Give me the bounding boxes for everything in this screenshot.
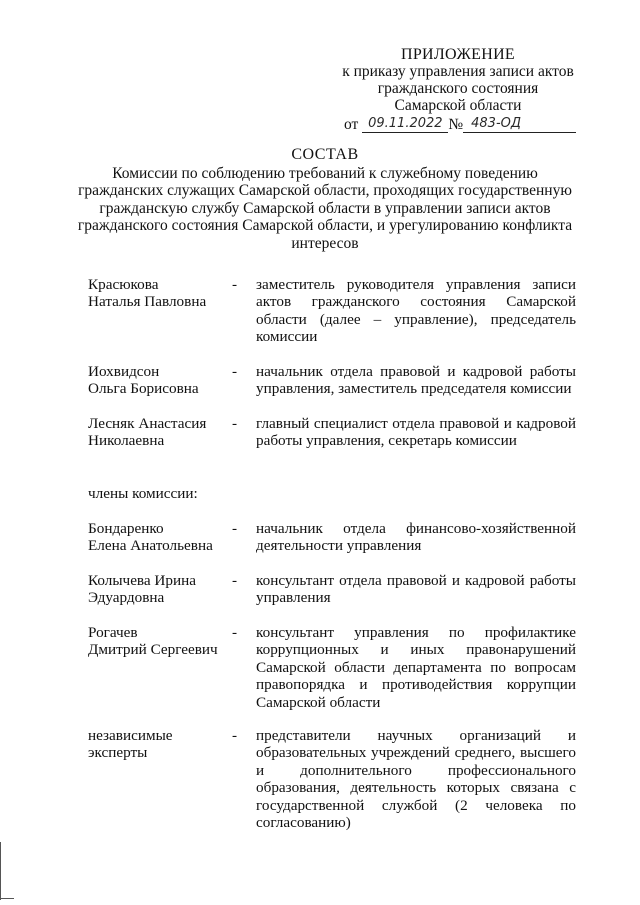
member-name-line-2: Эдуардовна [88, 589, 165, 607]
dash: - [232, 727, 238, 744]
number-prefix: № [448, 116, 464, 133]
order-date-line [344, 114, 586, 133]
member-row-secretary [88, 415, 576, 450]
member-name-line-1: Колычева Ирина [88, 572, 196, 589]
member-name-line-1: Рогачев [88, 624, 138, 641]
member-row [88, 624, 576, 711]
scan-edge-mark [0, 898, 14, 899]
appendix-line-3: Самарской области [394, 97, 522, 114]
dash: - [232, 415, 238, 432]
appendix-line-1: к приказу управления записи актов [342, 63, 574, 80]
member-row-deputy-chair [88, 363, 576, 398]
scan-edge-mark [0, 842, 7, 900]
order-number-field [463, 114, 576, 133]
member-name [88, 415, 230, 450]
members-label: члены комиссии: [88, 485, 198, 502]
member-role: представители научных организаций и образовательных учреждений среднего, высшего и дополнительного профессионального образования, деятельность которых связана с государственной службой (2 человека по согласованию) [256, 727, 576, 832]
member-name [88, 363, 230, 398]
member-name-line-2: Елена Анатольевна [88, 537, 213, 555]
member-name-line-2: Дмитрий Сергеевич [88, 641, 218, 659]
member-name-line-2: Николаевна [88, 432, 165, 450]
dash: - [232, 624, 238, 641]
member-role: консультант отдела правовой и кадровой работы управления [256, 572, 576, 607]
order-date-field [362, 114, 448, 133]
order-date-value: 09.11.2022 [368, 116, 443, 131]
member-name [88, 520, 230, 555]
member-role: заместитель руководителя управления записи актов гражданского состояния Самарской области (далее – управление), председатель комиссии [256, 276, 576, 346]
title-line-3: гражданскую службу Самарской области в управлении записи актов [99, 199, 551, 217]
appendix-line-2: гражданского состояния [377, 80, 539, 97]
member-name-line-1: Бондаренко [88, 520, 164, 537]
dash: - [232, 363, 238, 380]
member-name [88, 624, 230, 711]
member-name [88, 572, 230, 607]
dash: - [232, 276, 238, 293]
member-row [88, 520, 576, 555]
member-row-experts [88, 727, 576, 831]
title-line-1: Комиссии по соблюдению требований к служебному поведению [112, 164, 538, 182]
title-line-4: гражданского состояния Самарской области, и урегулированию конфликта [77, 217, 573, 235]
member-name-line-2: эксперты [88, 744, 148, 762]
title-line-5: интересов [291, 234, 359, 252]
member-name-line-2: Ольга Борисовна [88, 380, 199, 398]
member-name [88, 276, 230, 346]
member-row [88, 572, 576, 607]
dash: - [232, 572, 238, 589]
order-number-value: 483-ОД [471, 116, 522, 131]
member-role: начальник отдела правовой и кадровой работы управления, заместитель председателя комиссии [256, 363, 576, 398]
member-role: начальник отдела финансово-хозяйственной деятельности управления [256, 520, 576, 555]
member-name-line-2: Наталья Павловна [88, 293, 207, 311]
member-name [88, 727, 230, 831]
member-name-line-1: независимые [88, 727, 173, 744]
document-title [70, 146, 580, 253]
appendix-heading: ПРИЛОЖЕНИЕ [400, 46, 515, 63]
member-name-line-1: Красюкова [88, 276, 159, 293]
member-name-line-1: Лесняк Анастасия [88, 415, 207, 432]
date-prefix: от [344, 116, 359, 133]
title-heading: СОСТАВ [291, 146, 359, 163]
member-role: консультант управления по профилактике коррупционных и иных правонарушений Самарской области департамента по вопросам правопорядка и противодействия коррупции Самарской области [256, 624, 576, 711]
appendix-block [330, 46, 586, 133]
dash: - [232, 520, 238, 537]
member-row-chair [88, 276, 576, 346]
title-line-2: гражданских служащих Самарской области, проходящих государственную [78, 182, 572, 200]
member-name-line-1: Иохвидсон [88, 363, 160, 380]
member-role: главный специалист отдела правовой и кадровой работы управления, секретарь комиссии [256, 415, 576, 450]
